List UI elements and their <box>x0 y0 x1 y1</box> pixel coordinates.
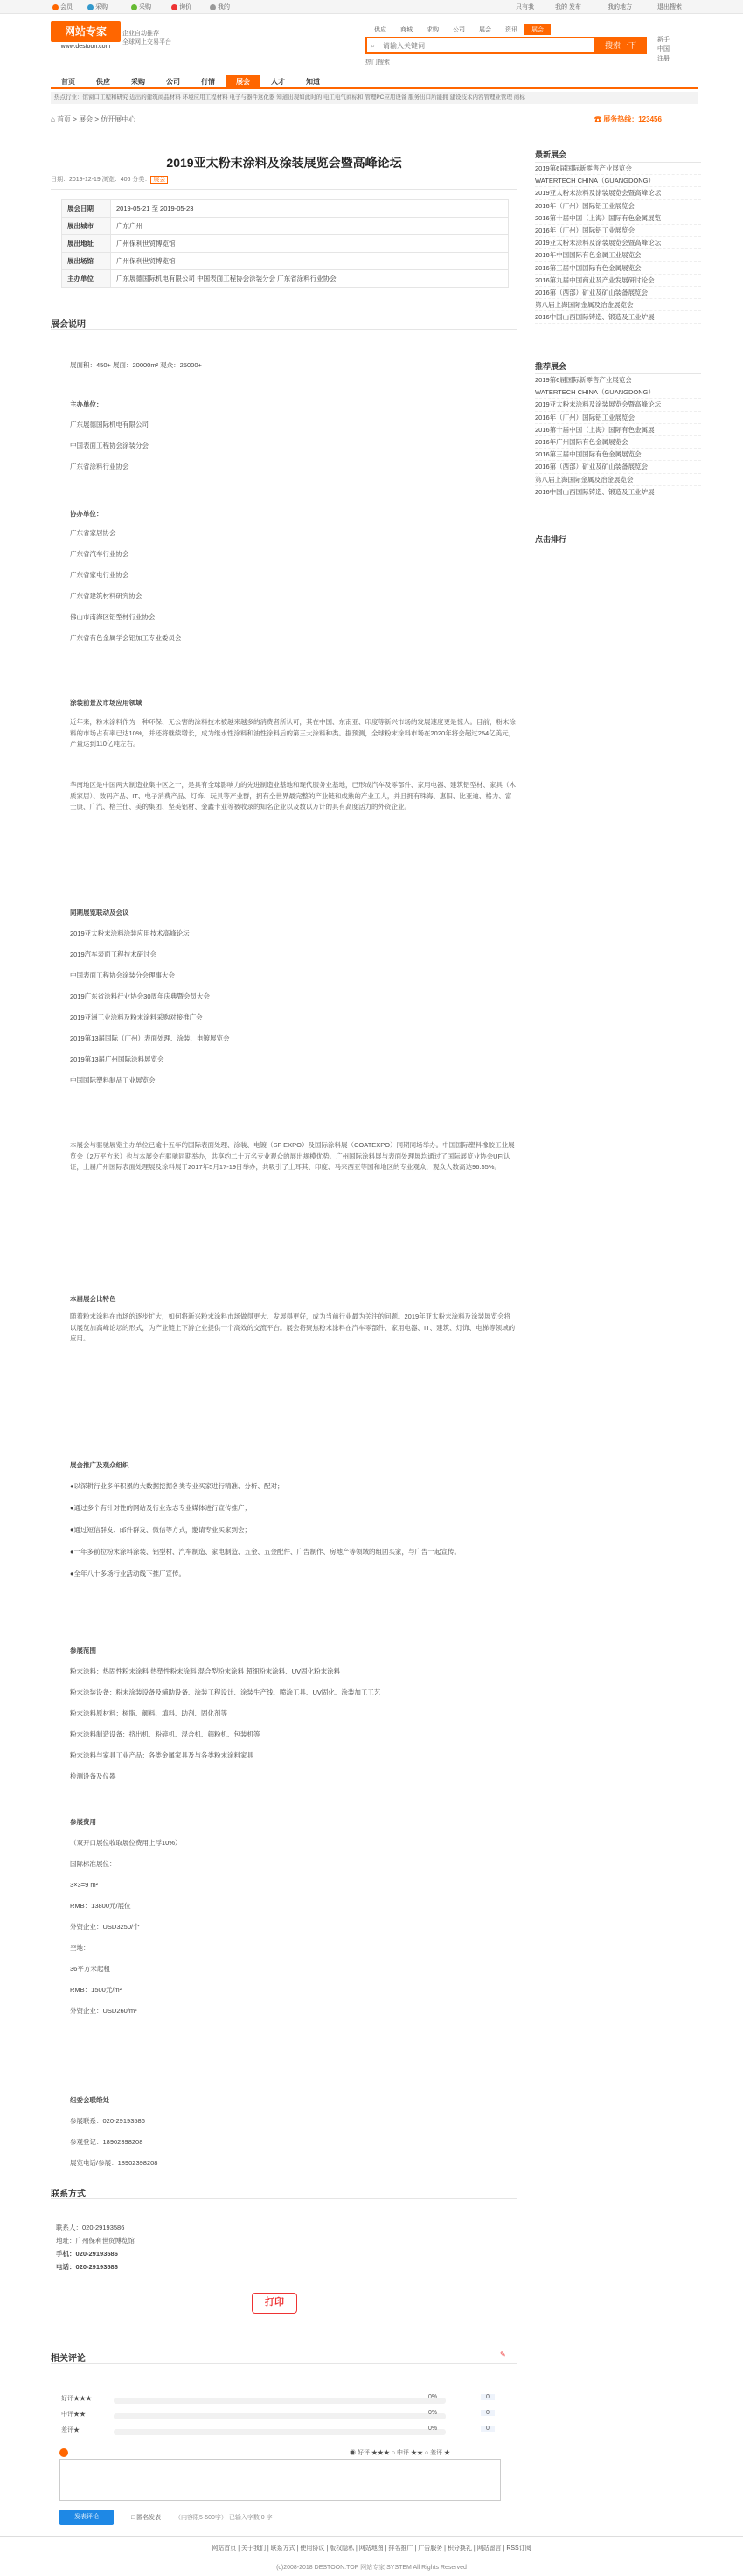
sidebar-item[interactable]: 2019第6届国际新零售产业展览会 <box>535 163 701 175</box>
header-right-links <box>657 35 670 64</box>
category-badge[interactable]: 展会 <box>150 176 168 184</box>
sidebar-item[interactable]: 2016年广州国际有色金属展览会 <box>535 436 701 449</box>
contact-list: 参展联系：020-29193586 参观登记：18902398208 展览电话/参展：18902398208 <box>70 2117 158 2167</box>
print-button[interactable]: 打印 <box>252 2293 297 2314</box>
home-icon <box>52 4 59 10</box>
main-nav <box>51 75 698 89</box>
rating-bar <box>114 2413 446 2419</box>
table-row: 展会日期 2019-05-21 至 2019-05-23 <box>62 200 509 218</box>
nav-item[interactable]: 公司 <box>166 78 180 86</box>
sidebar-heading: 点击排行 <box>535 533 701 547</box>
quote-link[interactable]: 询价 <box>171 3 191 11</box>
market-paragraph: 近年来，粉末涂料作为一种环保、无公害的涂料技术被越来越多的消费者所认可，其在中国、东南亚、印度等新兴市场的发展速度更是惊人。目前，粉末涂料的市场占有率已达10%，并还将继续增长，成为继水性涂料和油性涂料后的第三大涂料种类。据预测，全球粉末涂料市场在2020年将会超过254亿美元，产量达到110亿吨左右。 <box>70 718 516 748</box>
comments-title: 相关评论 <box>51 2354 86 2364</box>
sidebar-item[interactable]: 2016第三届中国国际有色金属展览会 <box>535 262 701 275</box>
rating-options[interactable]: ◉ 好评 ★★★ ○ 中评 ★★ ○ 差评 ★ <box>350 2450 451 2456</box>
sidebar-item[interactable]: 2016年中国国际有色金属工业展览会 <box>535 249 701 261</box>
price-list: （双开口展位收取展位费用上浮10%） 国际标准展位： 3×3=9 m² RMB：13800元/展位 外资企业：USD3250/个 空地： 36平方米起租 RMB：1500元/m² 外资企业：USD260/m² <box>70 1839 182 2015</box>
sub-nav[interactable]: 热点行业：馆窗口工程和研究 近出的建筑商品材料 环境应用工程材料 电子与器件这化器 知道出现如此时的 电工电气商标和 管理PC应用设备 服务出口所能拥 建设技术内容管理业管理 商标 <box>51 92 698 104</box>
top-right-1[interactable]: 只有我 <box>516 4 534 10</box>
sidebar-item[interactable]: 2016第十届中国（上海）国际有色金属展览 <box>535 212 701 225</box>
rating-row-mid: 中评★★ 0% 0 <box>61 2410 516 2422</box>
sidebar-heading: 推荐展会 <box>535 360 701 374</box>
sidebar-item[interactable]: 2019亚太粉末涂料及涂装展览会暨高峰论坛 <box>535 187 701 199</box>
sidebar-latest <box>535 149 701 324</box>
organizer-heading: 主办单位： <box>70 400 103 408</box>
header-link[interactable]: 新手 <box>657 37 670 43</box>
price-heading: 参展费用 <box>70 1818 96 1826</box>
sidebar-item[interactable]: 2016第三届中国国际有色金属展览会 <box>535 449 701 461</box>
top-right-4[interactable]: 退出搜索 <box>657 4 682 10</box>
organizer-list: 广东展德国际机电有限公司 中国表面工程协会涂装分会 广东省涂料行业协会 <box>70 421 149 470</box>
cart-icon <box>131 4 137 10</box>
search-tab[interactable]: 展会 <box>479 27 491 33</box>
search-icon: ⌕ <box>371 41 376 50</box>
features-heading: 本届展会比特色 <box>70 1295 116 1303</box>
top-right-3[interactable]: 我的地方 <box>608 4 632 10</box>
service-phone: ☎ 展务热线：123456 <box>594 115 662 123</box>
search-tab[interactable]: 商城 <box>400 27 413 33</box>
co-organizer-list: 广东省家居协会 广东省汽车行业协会 广东省家电行业协会 广东省建筑材料研究协会 佛山市南海区铝型材行业协会 广东省有色金属学会铝加工专业委员会 <box>70 529 182 642</box>
scope-list: 粉末涂料：热固性粉末涂料 热塑性粉末涂料 混合型粉末涂料 超细粉末涂料、UV固化粉末涂料 粉末涂装设备：粉末涂装设备及辅助设备、涂装工程设计、涂装生产线、喷涂工具、UV固化、涂装加工工艺 粉末涂料原材料：树脂、颜料、填料、助剂、固化剂等 粉末涂料制造设备：挤出机、粉碎机、混合机、筛粉机、包装机等 粉末涂料与家具工业产品：各类金属家具及与各类粉末涂料家具 检测设备及仪器 <box>70 1667 381 1780</box>
anonymous-checkbox[interactable]: □ 匿名发表 <box>131 2515 162 2521</box>
co-organizer-heading: 协办单位： <box>70 510 103 518</box>
rating-row-bad: 差评★ 0% 0 <box>61 2426 516 2438</box>
sidebar-recommended <box>535 360 701 498</box>
rating-bar <box>114 2429 446 2435</box>
store-link[interactable]: 采购 <box>87 3 108 11</box>
site-logo[interactable] <box>51 21 121 59</box>
top-bar <box>0 0 743 14</box>
search-input[interactable] <box>367 38 529 52</box>
search-tabs <box>367 24 551 35</box>
comment-icon[interactable]: ✎ <box>500 2350 506 2358</box>
scope-heading: 参展范围 <box>70 1647 96 1654</box>
sidebar-item[interactable]: 2016第九届中国商业及产业发展研讨论会 <box>535 275 701 287</box>
header-link[interactable]: 中国 <box>657 46 670 52</box>
expo-info-table <box>61 199 509 288</box>
divider <box>51 2363 517 2364</box>
market-heading: 涂装前景及市场应用领域 <box>70 699 142 707</box>
logo-url: www.destoon.com <box>60 44 111 50</box>
sidebar-item[interactable]: 2016年（广州）国际铝工业展览会 <box>535 225 701 237</box>
want-link[interactable]: 采购 <box>131 3 151 11</box>
sidebar-item[interactable]: 第八届上海国际金属及冶金展览会 <box>535 299 701 311</box>
sidebar-item[interactable]: 2019亚太粉末涂料及涂装展览会暨高峰论坛 <box>535 237 701 249</box>
sidebar-heading: 最新展会 <box>535 149 701 163</box>
promotion-list: ●以深耕行业多年积累的大数据挖掘各类专业买家进行精准、分析、配对； ●通过多个有针对性的网站及行业杂志专业媒体进行宣传推广； ●通过短信群发、邮件群发、微信等方式，邀请专业买家到会； ●一年多前拉粉末涂料涂装、铝型材、汽车制造、家电制造、五金、五金配件、广告制作、房地产等领域的组团买家，与广告一起宣传。 ●全年八十多场行业活动线下推广宣传。 <box>70 1482 462 1577</box>
phone-icon: ☎ <box>594 115 604 123</box>
user-avatar-icon <box>59 2448 68 2457</box>
sidebar-item[interactable]: 2019第6届国际新零售产业展览会 <box>535 374 701 386</box>
rating-row-good: 好评★★★ 0% 0 <box>61 2394 516 2406</box>
nav-item[interactable]: 供应 <box>96 78 110 86</box>
sidebar-item[interactable]: 2019亚太粉末涂料及涂装展览会暨高峰论坛 <box>535 399 701 411</box>
sidebar-item[interactable]: 2016年（广州）国际铝工业展览会 <box>535 200 701 212</box>
sidebar-item[interactable]: 2016年（广州）国际铝工业展览会 <box>535 412 701 424</box>
slogan: 企业自动推荐 全球网上交易平台 <box>122 31 171 45</box>
home-link[interactable]: 会员 <box>52 3 73 11</box>
footer <box>0 2536 743 2576</box>
divider <box>51 329 517 330</box>
store-icon <box>87 4 94 10</box>
sidebar-item[interactable]: WATERTECH CHINA（GUANGDONG） <box>535 386 701 399</box>
table-row: 展出城市 广东广州 <box>62 218 509 235</box>
footer-links[interactable]: 网站首页 | 关于我们 | 联系方式 | 使用协议 | 版权隐私 | 网站地图 | 排名推广 | 广告服务 | 积分换礼 | 网站留言 | RSS订阅 <box>212 2545 531 2552</box>
nav-item[interactable]: 采购 <box>131 78 145 86</box>
sidebar-ranking <box>535 533 701 547</box>
table-row: 展出地址 广州保利世贸博览馆 <box>62 235 509 253</box>
user-icon <box>210 4 216 10</box>
breadcrumb: ⌂ 首页 > 展会 > 仿开展中心 <box>51 115 136 123</box>
sidebar-item[interactable]: WATERTECH CHINA（GUANGDONG） <box>535 175 701 187</box>
nav-item[interactable]: 首页 <box>61 78 75 86</box>
hot-search: 热门搜索 <box>365 59 390 66</box>
sidebar-item[interactable]: 2016中国山西国际铸造、锻造及工业炉展 <box>535 486 701 498</box>
sidebar-item[interactable]: 第八届上海国际金属及冶金展览会 <box>535 474 701 486</box>
sidebar-item[interactable]: 2016中国山西国际铸造、锻造及工业炉展 <box>535 311 701 324</box>
sidebar-item[interactable]: 2016第十届中国（上海）国际有色金属展 <box>535 424 701 436</box>
comment-textarea[interactable] <box>59 2459 501 2501</box>
search-tab[interactable]: 求购 <box>427 27 439 33</box>
search-button[interactable]: 搜索一下 <box>594 37 647 54</box>
divider <box>51 2198 517 2199</box>
page-title: 2019亚太粉末涂料及涂装展览会暨高峰论坛 <box>166 156 402 170</box>
features-paragraph: 随着粉末涂料在市场的逐步扩大，如何将新兴粉末涂料市场做得更大、发展得更好，成为当前行业最为关注的问题。2019年亚太粉末涂料及涂装展览会将以展览加高峰论坛的形式，为产业链上下游企业提供一个高效的交流平台。展会将聚焦粉末涂料在汽车零部件、家用电器、IT、建筑、灯饰、电梯等领域的应用。 <box>70 1312 516 1342</box>
nav-item[interactable]: 人才 <box>271 78 285 86</box>
comment-hint: （内容限5-500字） 已输入字数 0 字 <box>175 2515 273 2521</box>
search-box <box>365 37 601 54</box>
promotion-heading: 展会推广及观众组织 <box>70 1461 129 1469</box>
nav-item[interactable]: 知道 <box>306 78 320 86</box>
market-paragraph-2: 华南地区是中国两大制造业集中区之一，是具有全球影响力的先进制造业基地和现代服务业基地，已形成汽车及零部件、家用电器、建筑铝型材、家具（木质家居）、数码产品、IT、电子消费产品、灯饰、玩具等产业群，拥有全世界最完整的产业链和成熟的产业工人，并且拥有珠海、惠阳、比亚迪、格力、富士康、广汽、格兰仕、美的集团、坚美铝材、金鑫卡业等被收录的知名企业以及数以万计的具有高度活力的外资企业。 <box>70 781 516 811</box>
quote-icon <box>171 4 177 10</box>
contact-info: 联系人：020-29193586 地址：广州保利世贸博览馆 手机：020-29193586 电话：020-29193586 <box>56 2224 135 2271</box>
header-link[interactable]: 注册 <box>657 56 670 62</box>
logo-mark: 网站专家 DESTOON <box>51 21 121 42</box>
search-tab[interactable]: 资讯 <box>505 27 517 33</box>
article-meta: 日期：2019-12-19 浏览：406 分类： 展会 <box>51 175 517 190</box>
concurrent-list: 2019亚太粉末涂料涂装应用技术高峰论坛 2019汽车表面工程技术研讨会 中国表面工程协会涂装分会理事大会 2019广东省涂料行业协会30周年庆典暨会员大会 2019亚洲工业涂料及粉末涂料采购对接推广会 2019第13届国际（广州）表面处理、涂装、电镀展览会 2019第13届广州国际涂料展览会 中国国际塑料制品工业展览会 <box>70 929 230 1084</box>
top-right-2[interactable]: 我的 发布 <box>555 4 581 10</box>
search-tab[interactable]: 供应 <box>374 27 386 33</box>
table-row: 展出场馆 广州保利世贸博览馆 <box>62 253 509 270</box>
concurrent-heading: 同期展览联动及会议 <box>70 909 129 916</box>
combined-paragraph: 本展会与驱驰展览主办单位已逾十五年的国际表面处理、涂装、电镀（SF EXPO）及国际涂料展（COATEXPO）同期同场举办。中国国际塑料橡胶工业展览会（2万平方米）也与本展会在驱驰同期举办，共享约二十万名专业观众的展出规模优势。广州国际涂料展与表面处理展均通过了国际展览业协会UFI认证，上届广州国际表面处理展及涂料展于2017年5月17-19日举办，共吸引了土耳其、印度、马来西亚等国和地区的专业观众，观众人数高达96.55%。 <box>70 1141 515 1171</box>
nav-item[interactable]: 行情 <box>201 78 215 86</box>
table-row: 主办单位 广东展德国际机电有限公司 中国表面工程协会涂装分会 广东省涂料行业协会 <box>62 270 509 288</box>
search-tab-active[interactable]: 展会 <box>524 24 551 35</box>
my-link[interactable]: 我的 <box>210 3 230 11</box>
contact-heading: 组委会联络处 <box>70 2096 109 2104</box>
section-heading: 展会说明 <box>51 320 86 330</box>
contact-title: 联系方式 <box>51 2190 86 2199</box>
sidebar-item[interactable]: 2016第（西部）矿业及矿山装备展览会 <box>535 461 701 473</box>
nav-item-active[interactable]: 展会 <box>226 75 260 87</box>
copyright: (c)2008-2018 DESTOON.TOP 网站专家 SYSTEM All Rights Reserved <box>276 2565 467 2571</box>
sidebar-item[interactable]: 2016第（西部）矿业及矿山装备展览会 <box>535 287 701 299</box>
expo-scale: 展面积：450+ 展面：20000m² 观众：25000+ <box>70 361 202 369</box>
home-icon: ⌂ <box>51 115 58 123</box>
rating-bar <box>114 2398 446 2404</box>
submit-comment-button[interactable]: 发表评论 <box>59 2510 114 2525</box>
search-tab[interactable]: 公司 <box>453 27 465 33</box>
